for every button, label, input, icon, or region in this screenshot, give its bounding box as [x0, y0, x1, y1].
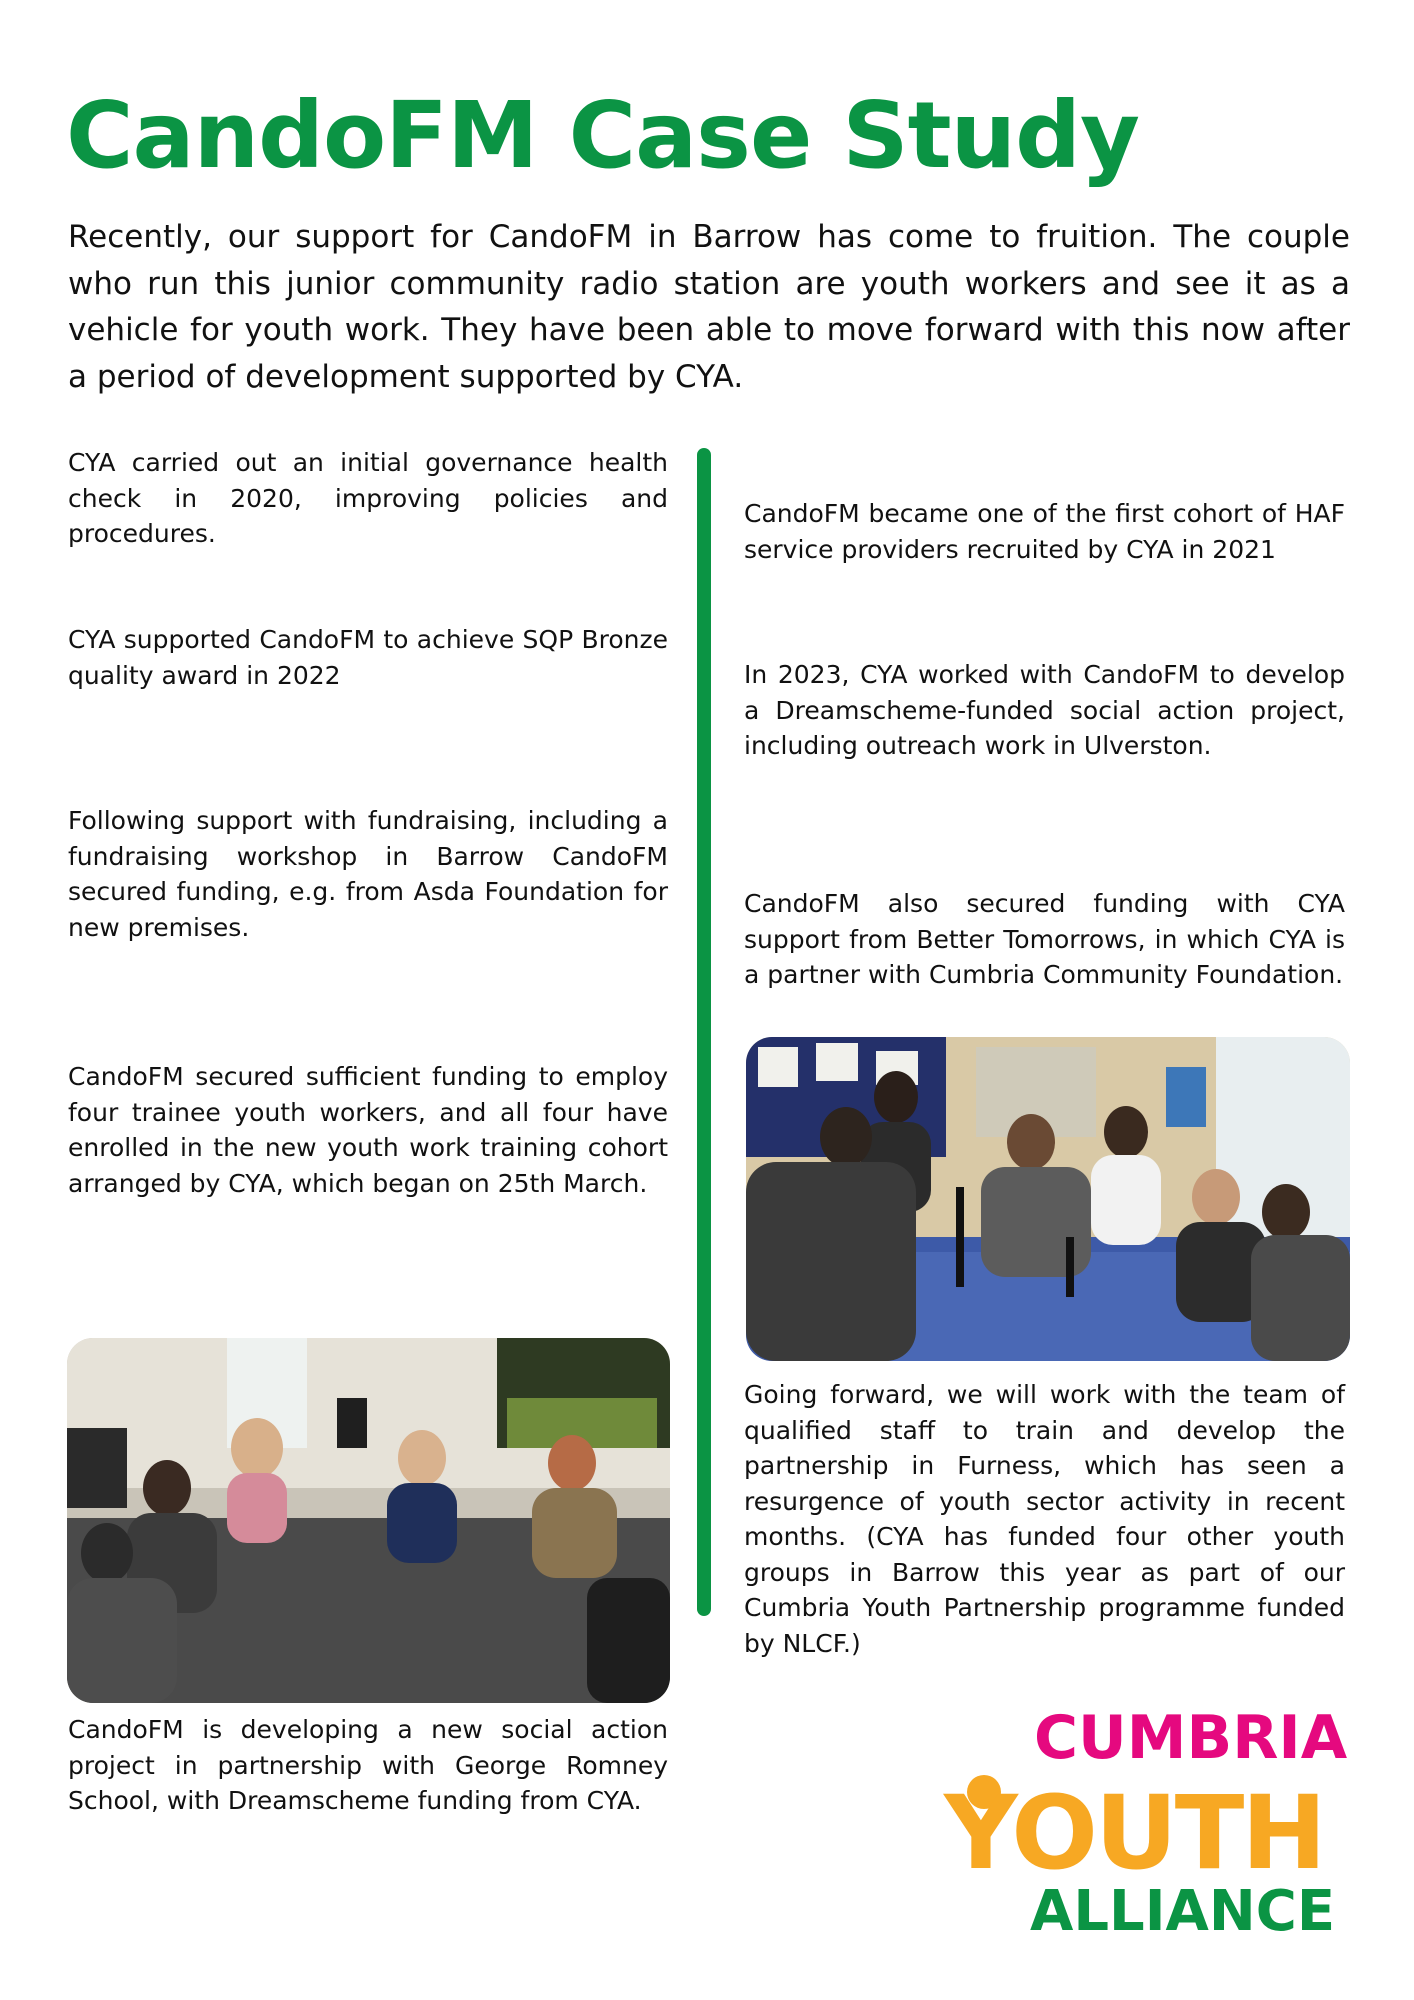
radio-studio-group-photo: [67, 1338, 670, 1703]
logo-cumbria-text: CUMBRIA: [1034, 1703, 1348, 1773]
radio-microphone-table-photo: [746, 1037, 1350, 1361]
left-paragraph-governance: CYA carried out an initial governance health check in 2020, improving policies and procedures.: [68, 448, 668, 548]
right-paragraph-dreamscheme: In 2023, CYA worked with CandoFM to develop a Dreamscheme-funded social action project, including outreach work in Ulverston.: [744, 660, 1345, 760]
left-paragraph-sqp-award: CYA supported CandoFM to achieve SQP Bronze quality award in 2022: [68, 625, 668, 690]
left-paragraph-fundraising: Following support with fundraising, including a fundraising workshop in Barrow CandoFM secured funding, e.g. from Asda Foundation for new premises.: [68, 806, 668, 942]
column-divider: [697, 448, 711, 1616]
cumbria-youth-alliance-logo: [944, 1703, 1364, 1944]
radio-microphone-table-photo-illustration: [746, 1037, 1350, 1361]
logo-youth-text: YOUTH: [944, 1774, 1324, 1893]
right-paragraph-haf: CandoFM became one of the first cohort of HAF service providers recruited by CYA in 2021: [744, 499, 1345, 564]
intro-paragraph: Recently, our support for CandoFM in Barrow has come to fruition. The couple who run this junior community radio station are youth workers and see it as a vehicle for youth work. They have been able to move forward with this now after a period of development supported by CYA.: [68, 219, 1350, 395]
right-paragraph-going-forward: Going forward, we will work with the team of qualified staff to train and develop the partnership in Furness, which has seen a resurgence of youth sector activity in recent months. (CYA has funded four other youth groups in Barrow this year as part of our Cumbria Youth Partnership programme funded by NLCF.): [744, 1380, 1345, 1658]
left-paragraph-trainees: CandoFM secured sufficient funding to employ four trainee youth workers, and all four have enrolled in the new youth work training cohort arranged by CYA, which began on 25th March.: [68, 1062, 668, 1198]
logo-alliance-text: ALLIANCE: [1030, 1879, 1336, 1944]
left-paragraph-george-romney: CandoFM is developing a new social action project in partnership with George Romney School, with Dreamscheme funding from CYA.: [68, 1715, 668, 1815]
radio-studio-group-photo-illustration: [67, 1338, 670, 1703]
page-title: CandoFM Case Study: [66, 82, 1139, 189]
right-paragraph-better-tomorrows: CandoFM also secured funding with CYA support from Better Tomorrows, in which CYA is a partner with Cumbria Community Foundation.: [744, 889, 1345, 989]
